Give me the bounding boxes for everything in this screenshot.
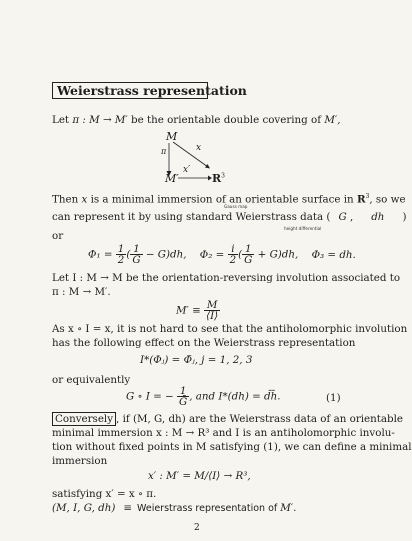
x-arrow-head bbox=[205, 164, 210, 169]
line-has-following: has the following effect on the Weierstrass representation bbox=[52, 337, 356, 349]
line-immersion: immersion bbox=[52, 455, 108, 467]
line-or-equivalently: or equivalently bbox=[52, 374, 131, 386]
equation-xprime: x′ : M′ = M/⟨I⟩ → R³, bbox=[148, 470, 251, 482]
section-title: Weierstrass representation bbox=[52, 82, 208, 99]
equation-1: G ∘ I = − $\frac{1}{\text{Ḡ}}$ , and I*(dh) = d̄h̄. bbox=[126, 385, 281, 408]
line-then-x: Then x is a minimal immersion of an orientable surface in $R^3$, so we bbox=[52, 193, 406, 206]
line-tion-without: tion without fixed points in M satisfying (1), we can define a minimal bbox=[52, 441, 412, 453]
line-conversely: Conversely , if (M, G, dh) are the Weierstrass data of an orientable bbox=[52, 412, 403, 426]
line-as-x: As x ∘ I = x, it is not hard to see that the antiholomorphic involution bbox=[52, 323, 408, 335]
conversely-box: Conversely bbox=[52, 412, 116, 426]
line-weierstrass-rep: (M, I, G, dh) ≡ Weierstrass representation of M′. bbox=[52, 502, 297, 514]
equation-number: (1) bbox=[326, 392, 341, 404]
line-let-pi: Let π : M → M′ be the orientable double covering of M′, bbox=[52, 114, 341, 126]
equation-quotient: M′ ≡ $\frac{M}{⟨I⟩}$ bbox=[176, 299, 219, 322]
equation-phi-j: I*(Φⱼ) = Φ̄ⱼ, j = 1, 2, 3 bbox=[140, 354, 253, 366]
diagram-M: M bbox=[166, 130, 178, 143]
line-or-1: or bbox=[52, 230, 64, 242]
diagram-R3: $R^3$ bbox=[212, 172, 225, 185]
x-arrow-line bbox=[173, 142, 208, 167]
line-pi-M: π : M → M′. bbox=[52, 286, 111, 298]
diagram-x: x bbox=[196, 143, 202, 153]
page-number: 2 bbox=[194, 523, 200, 533]
line-minimal-immersion: minimal immersion x : M → R³ and I is an antiholomorphic involu- bbox=[52, 427, 395, 439]
line-satisfying: satisfying x′ = x ∘ π. bbox=[52, 488, 157, 500]
line-let-I: Let I : M → M be the orientation-reversing involution associated to bbox=[52, 272, 401, 284]
annotation-height-differential: height differential bbox=[284, 226, 322, 231]
diagram-Mprime: M′ bbox=[165, 172, 179, 185]
equation-phi: Φ₁ = $\frac{1}{2}$ ( $\frac{1}{G}$ − G)dh, Φ₂ = $\frac{i}{2}$ ( $\frac{1}{G}$ + G)dh, Φ₃ = dh. bbox=[88, 243, 356, 266]
line-represent: can represent it by using standard Weierstrass data ( G , dh ) bbox=[52, 211, 407, 223]
diagram-xprime: x′ bbox=[183, 165, 191, 175]
diagram-pi: π bbox=[161, 147, 167, 156]
annotation-gauss-map: Gauss map bbox=[224, 204, 248, 209]
